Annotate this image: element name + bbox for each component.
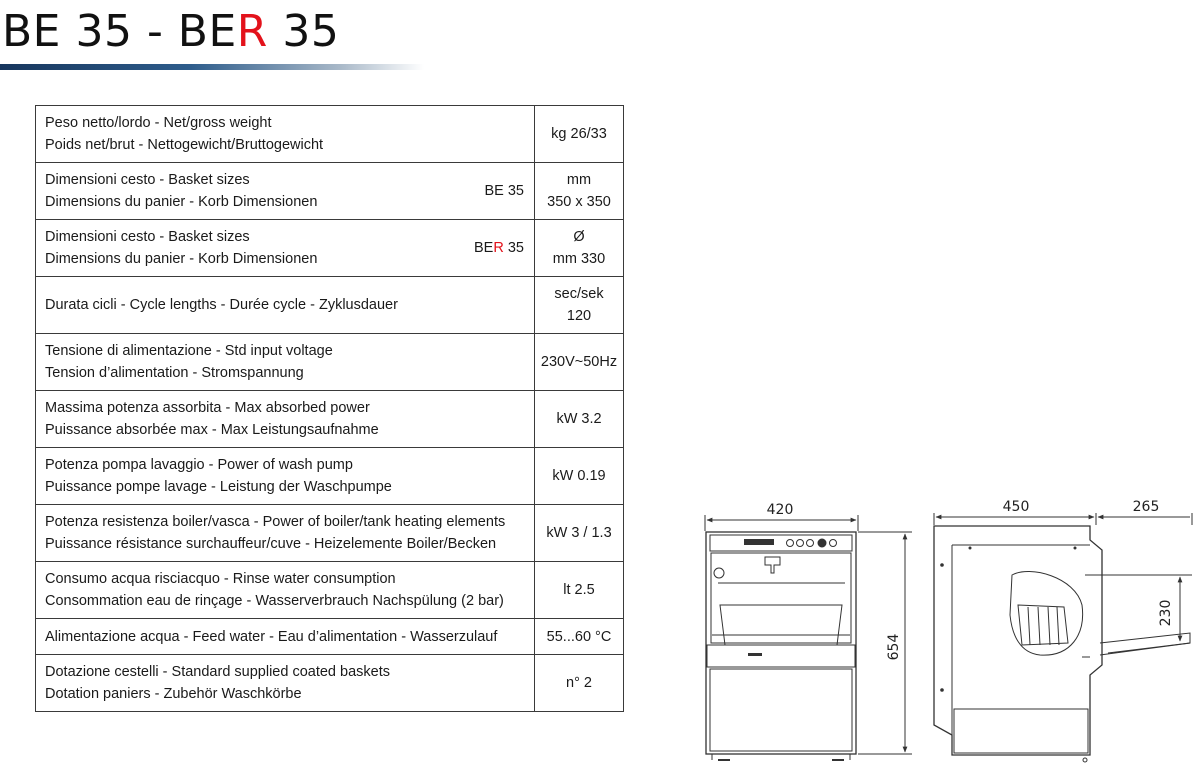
- front-width-label: 420: [766, 502, 794, 518]
- table-row: [36, 655, 624, 712]
- spec-label: Peso netto/lordo - Net/gross weight Poids net/brut - Nettogewicht/Bruttogewicht: [36, 106, 535, 163]
- basket-height-label: 230: [1158, 599, 1174, 627]
- spec-label: Dimensioni cesto - Basket sizes Dimensions du panier - Korb Dimensionen BER 35: [36, 220, 535, 277]
- title-suffix: 35: [267, 6, 340, 57]
- front-view-drawing: [705, 515, 912, 760]
- spec-label: Dimensioni cesto - Basket sizes Dimensions du panier - Korb Dimensionen BE 35: [36, 163, 535, 220]
- spec-value: mm 350 x 350: [535, 163, 624, 220]
- spec-label: Potenza resistenza boiler/vasca - Power of boiler/tank heating elements Puissance résistance surchauffeur/cuve - Heizelemente Boiler/Becken: [36, 505, 535, 562]
- spec-table: [35, 105, 624, 712]
- spec-value: sec/sek 120: [535, 277, 624, 334]
- depth-label: 450: [1002, 499, 1030, 515]
- model-label: BER 35: [474, 240, 524, 256]
- spec-value: kW 3.2: [535, 391, 624, 448]
- spec-label: Consumo acqua risciacquo - Rinse water consumption Consommation eau de rinçage - Wasserverbrauch Nachspülung (2 bar): [36, 562, 535, 619]
- table-row: [36, 562, 624, 619]
- spec-value: n° 2: [535, 655, 624, 712]
- height-label: 654: [886, 633, 902, 661]
- spec-value: 230V~50Hz: [535, 334, 624, 391]
- side-view-drawing: [934, 513, 1192, 762]
- spec-label: Durata cicli - Cycle lengths - Durée cycle - Zyklusdauer: [36, 277, 535, 334]
- spec-label: Tensione di alimentazione - Std input voltage Tension d’alimentation - Stromspannung: [36, 334, 535, 391]
- spec-value: kW 0.19: [535, 448, 624, 505]
- spec-value: Ø mm 330: [535, 220, 624, 277]
- spec-value: kW 3 / 1.3: [535, 505, 624, 562]
- spec-label: Potenza pompa lavaggio - Power of wash pump Puissance pompe lavage - Leistung der Waschpumpe: [36, 448, 535, 505]
- spec-label: Alimentazione acqua - Feed water - Eau d’alimentation - Wasserzulauf: [36, 619, 535, 655]
- table-row: [36, 106, 624, 163]
- table-row: [36, 277, 624, 334]
- table-row: [36, 619, 624, 655]
- table-row: [36, 391, 624, 448]
- spec-value: kg 26/33: [535, 106, 624, 163]
- table-row: [36, 448, 624, 505]
- spec-value: 55...60 °C: [535, 619, 624, 655]
- spec-value: lt 2.5: [535, 562, 624, 619]
- door-open-label: 265: [1132, 499, 1160, 515]
- spec-label: Massima potenza assorbita - Max absorbed power Puissance absorbée max - Max Leistungsaufnahme: [36, 391, 535, 448]
- dimension-drawings: [690, 495, 1196, 776]
- table-row: [36, 334, 624, 391]
- table-row: [36, 163, 624, 220]
- title-underline-bar: [0, 64, 424, 70]
- table-row: [36, 220, 624, 277]
- model-label: BE 35: [484, 183, 524, 199]
- spec-label: Dotazione cestelli - Standard supplied coated baskets Dotation paniers - Zubehör Waschkörbe: [36, 655, 535, 712]
- title-red-letter: R: [236, 6, 268, 57]
- page-title: [2, 6, 339, 58]
- table-row: [36, 505, 624, 562]
- title-text: BE 35 - BE: [2, 6, 237, 57]
